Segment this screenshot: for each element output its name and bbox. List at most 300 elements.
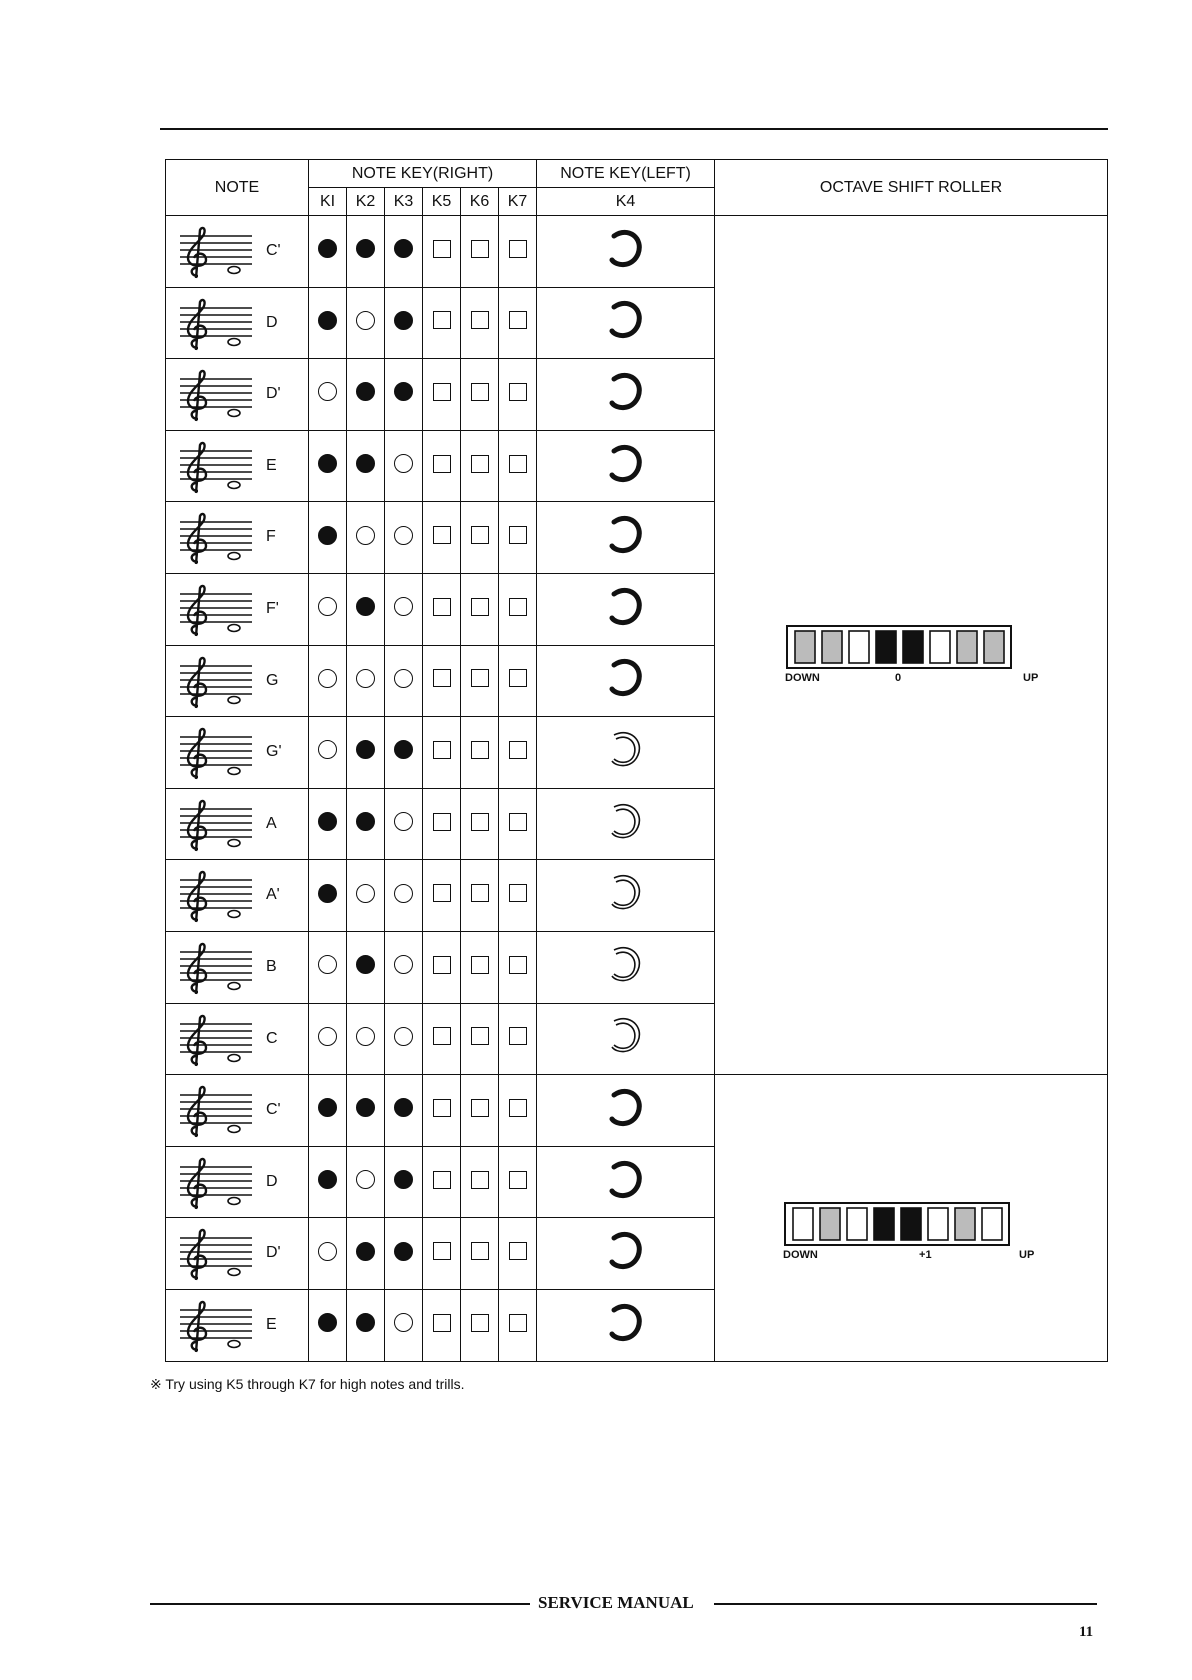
key-k1-cell bbox=[309, 645, 347, 717]
treble-staff-icon bbox=[176, 1228, 256, 1283]
key-k3-cell bbox=[385, 573, 423, 645]
key-k6-cell bbox=[461, 931, 499, 1003]
optional-key-icon bbox=[471, 1314, 489, 1332]
key-k2-cell bbox=[347, 359, 385, 431]
note-name: F' bbox=[266, 599, 279, 617]
key-k6-cell bbox=[461, 1075, 499, 1147]
octave-roller bbox=[783, 1201, 1043, 1271]
optional-key-icon bbox=[509, 669, 527, 687]
optional-key-icon bbox=[433, 1027, 451, 1045]
key-open-icon bbox=[394, 669, 413, 688]
note-cell bbox=[166, 359, 309, 431]
key-k4-open-icon bbox=[604, 797, 648, 847]
optional-key-icon bbox=[471, 526, 489, 544]
note-cell bbox=[166, 1218, 309, 1290]
note-name: D bbox=[266, 313, 278, 331]
optional-key-icon bbox=[509, 383, 527, 401]
octave-roller-icon bbox=[783, 1201, 1013, 1247]
optional-key-icon bbox=[471, 598, 489, 616]
key-k4-cell bbox=[537, 717, 715, 789]
key-pressed-icon bbox=[356, 812, 375, 831]
fingering-row bbox=[166, 1075, 1108, 1147]
note-key-right-header: NOTE KEY(RIGHT) bbox=[309, 160, 537, 188]
note-name: E bbox=[266, 1315, 277, 1333]
key-k7-cell bbox=[499, 430, 537, 502]
optional-key-icon bbox=[433, 1314, 451, 1332]
key-k4-pressed-icon bbox=[604, 224, 648, 274]
optional-key-icon bbox=[433, 884, 451, 902]
key-k4-cell bbox=[537, 931, 715, 1003]
key-k4-header: K4 bbox=[537, 188, 715, 216]
optional-key-icon bbox=[471, 741, 489, 759]
key-pressed-icon bbox=[318, 311, 337, 330]
key-k4-cell bbox=[537, 502, 715, 574]
note-cell bbox=[166, 788, 309, 860]
key-k2-cell bbox=[347, 860, 385, 932]
key-k3-cell bbox=[385, 931, 423, 1003]
treble-staff-icon bbox=[176, 1300, 256, 1355]
key-open-icon bbox=[394, 884, 413, 903]
key-open-icon bbox=[356, 1027, 375, 1046]
key-k2-cell bbox=[347, 1218, 385, 1290]
key-k4-cell bbox=[537, 573, 715, 645]
key-k5-cell bbox=[423, 430, 461, 502]
key-pressed-icon bbox=[356, 454, 375, 473]
key-k2-cell bbox=[347, 788, 385, 860]
key-k4-cell bbox=[537, 645, 715, 717]
key-k5-cell bbox=[423, 717, 461, 789]
footer-rule-right bbox=[714, 1603, 1097, 1605]
key-open-icon bbox=[356, 526, 375, 545]
key-k1-cell bbox=[309, 860, 347, 932]
note-name: G' bbox=[266, 743, 282, 761]
key-k7-cell bbox=[499, 502, 537, 574]
key-k7-cell bbox=[499, 287, 537, 359]
note-name: E bbox=[266, 456, 277, 474]
key-open-icon bbox=[394, 454, 413, 473]
key-k4-open-icon bbox=[604, 1011, 648, 1061]
key-pressed-icon bbox=[318, 812, 337, 831]
note-cell bbox=[166, 287, 309, 359]
key-k2-cell bbox=[347, 430, 385, 502]
key-k3-cell bbox=[385, 287, 423, 359]
optional-key-icon bbox=[509, 1027, 527, 1045]
treble-staff-icon bbox=[176, 799, 256, 854]
key-k5-cell bbox=[423, 1218, 461, 1290]
key-k1-cell bbox=[309, 216, 347, 288]
key-pressed-icon bbox=[394, 382, 413, 401]
key-k6-header: K6 bbox=[461, 188, 499, 216]
key-k2-cell bbox=[347, 1289, 385, 1361]
key-open-icon bbox=[318, 955, 337, 974]
note-name: A bbox=[266, 814, 277, 832]
treble-staff-icon bbox=[176, 584, 256, 639]
treble-staff-icon bbox=[176, 656, 256, 711]
optional-key-icon bbox=[433, 383, 451, 401]
key-k2-cell bbox=[347, 1146, 385, 1218]
fingering-chart bbox=[165, 159, 1108, 1362]
optional-key-icon bbox=[471, 1171, 489, 1189]
optional-key-icon bbox=[471, 884, 489, 902]
key-k2-cell bbox=[347, 216, 385, 288]
octave-shift-header: OCTAVE SHIFT ROLLER bbox=[715, 160, 1108, 216]
top-rule bbox=[160, 128, 1108, 130]
key-k2-cell bbox=[347, 573, 385, 645]
note-header: NOTE bbox=[166, 160, 309, 216]
treble-staff-icon bbox=[176, 942, 256, 997]
treble-staff-icon bbox=[176, 512, 256, 567]
treble-staff-icon bbox=[176, 369, 256, 424]
note-name: G bbox=[266, 671, 279, 689]
optional-key-icon bbox=[509, 240, 527, 258]
key-open-icon bbox=[394, 812, 413, 831]
key-open-icon bbox=[318, 382, 337, 401]
key-open-icon bbox=[394, 597, 413, 616]
key-pressed-icon bbox=[318, 1098, 337, 1117]
key-k6-cell bbox=[461, 1003, 499, 1075]
key-k4-pressed-icon bbox=[604, 1298, 648, 1348]
key-pressed-icon bbox=[394, 1098, 413, 1117]
optional-key-icon bbox=[509, 526, 527, 544]
key-k5-cell bbox=[423, 860, 461, 932]
key-pressed-icon bbox=[318, 1313, 337, 1332]
key-k7-cell bbox=[499, 860, 537, 932]
key-k1-cell bbox=[309, 573, 347, 645]
key-k7-header: K7 bbox=[499, 188, 537, 216]
key-k4-cell bbox=[537, 1075, 715, 1147]
note-name: C' bbox=[266, 242, 281, 259]
key-k6-cell bbox=[461, 1289, 499, 1361]
key-pressed-icon bbox=[394, 1242, 413, 1261]
note-cell bbox=[166, 573, 309, 645]
key-pressed-icon bbox=[318, 239, 337, 258]
key-k3-cell bbox=[385, 1003, 423, 1075]
treble-staff-icon bbox=[176, 727, 256, 782]
optional-key-icon bbox=[433, 1242, 451, 1260]
note-name: F bbox=[266, 528, 276, 546]
page-number: 11 bbox=[1079, 1624, 1094, 1640]
roller-down-label: DOWN bbox=[785, 672, 820, 684]
fingering-row bbox=[166, 216, 1108, 288]
key-k4-pressed-icon bbox=[604, 439, 648, 489]
optional-key-icon bbox=[509, 311, 527, 329]
key-k3-cell bbox=[385, 717, 423, 789]
note-cell bbox=[166, 430, 309, 502]
note-cell bbox=[166, 645, 309, 717]
key-open-icon bbox=[356, 311, 375, 330]
key-pressed-icon bbox=[356, 1313, 375, 1332]
key-k6-cell bbox=[461, 216, 499, 288]
key-open-icon bbox=[318, 669, 337, 688]
key-k1-cell bbox=[309, 717, 347, 789]
note-name: D bbox=[266, 1172, 278, 1190]
optional-key-icon bbox=[433, 1099, 451, 1117]
treble-staff-icon bbox=[176, 1014, 256, 1069]
key-k1-cell bbox=[309, 1289, 347, 1361]
key-pressed-icon bbox=[356, 740, 375, 759]
note-cell bbox=[166, 717, 309, 789]
treble-staff-icon bbox=[176, 870, 256, 925]
key-k3-cell bbox=[385, 1289, 423, 1361]
key-k4-pressed-icon bbox=[604, 582, 648, 632]
optional-key-icon bbox=[509, 884, 527, 902]
key-k7-cell bbox=[499, 717, 537, 789]
roller-up-label: UP bbox=[1023, 672, 1039, 684]
key-open-icon bbox=[394, 955, 413, 974]
key-k6-cell bbox=[461, 645, 499, 717]
key-k4-cell bbox=[537, 1003, 715, 1075]
key-k3-cell bbox=[385, 1146, 423, 1218]
treble-staff-icon bbox=[176, 1157, 256, 1212]
note-name: B bbox=[266, 957, 277, 975]
key-k5-cell bbox=[423, 1289, 461, 1361]
key-k3-cell bbox=[385, 430, 423, 502]
key-k1-header: KI bbox=[309, 188, 347, 216]
key-pressed-icon bbox=[318, 454, 337, 473]
key-k1-cell bbox=[309, 788, 347, 860]
key-k4-cell bbox=[537, 1146, 715, 1218]
key-k4-cell bbox=[537, 287, 715, 359]
key-open-icon bbox=[318, 1027, 337, 1046]
key-open-icon bbox=[394, 1313, 413, 1332]
key-k5-cell bbox=[423, 359, 461, 431]
key-open-icon bbox=[318, 597, 337, 616]
key-k4-open-icon bbox=[604, 868, 648, 918]
key-k4-pressed-icon bbox=[604, 1155, 648, 1205]
key-pressed-icon bbox=[394, 311, 413, 330]
octave-roller bbox=[785, 624, 1045, 694]
key-k4-pressed-icon bbox=[604, 1226, 648, 1276]
key-k4-pressed-icon bbox=[604, 295, 648, 345]
note-name: C' bbox=[266, 1101, 281, 1119]
key-k5-header: K5 bbox=[423, 188, 461, 216]
octave-shift-cell bbox=[715, 1075, 1108, 1361]
key-k5-cell bbox=[423, 1003, 461, 1075]
optional-key-icon bbox=[433, 669, 451, 687]
key-k1-cell bbox=[309, 1003, 347, 1075]
roller-position-label: +1 bbox=[919, 1249, 932, 1262]
optional-key-icon bbox=[509, 956, 527, 974]
optional-key-icon bbox=[433, 956, 451, 974]
optional-key-icon bbox=[471, 240, 489, 258]
key-k3-cell bbox=[385, 645, 423, 717]
roller-up-label: UP bbox=[1019, 1249, 1035, 1262]
note-cell bbox=[166, 860, 309, 932]
note-cell bbox=[166, 216, 309, 288]
note-cell bbox=[166, 1289, 309, 1361]
key-pressed-icon bbox=[356, 597, 375, 616]
roller-position-label: 0 bbox=[895, 672, 902, 684]
key-k3-cell bbox=[385, 1218, 423, 1290]
key-k5-cell bbox=[423, 645, 461, 717]
key-k6-cell bbox=[461, 502, 499, 574]
optional-key-icon bbox=[433, 455, 451, 473]
key-pressed-icon bbox=[318, 884, 337, 903]
key-k6-cell bbox=[461, 717, 499, 789]
key-k5-cell bbox=[423, 287, 461, 359]
key-pressed-icon bbox=[356, 382, 375, 401]
key-k5-cell bbox=[423, 788, 461, 860]
key-k5-cell bbox=[423, 1146, 461, 1218]
footer-rule-left bbox=[150, 1603, 530, 1605]
optional-key-icon bbox=[471, 1242, 489, 1260]
key-k4-cell bbox=[537, 359, 715, 431]
key-k4-cell bbox=[537, 788, 715, 860]
key-pressed-icon bbox=[318, 526, 337, 545]
optional-key-icon bbox=[433, 526, 451, 544]
key-k2-cell bbox=[347, 502, 385, 574]
octave-shift-cell bbox=[715, 216, 1108, 1075]
key-open-icon bbox=[318, 1242, 337, 1261]
note-cell bbox=[166, 1146, 309, 1218]
note-name: A' bbox=[266, 886, 280, 904]
key-k1-cell bbox=[309, 1075, 347, 1147]
key-k7-cell bbox=[499, 1289, 537, 1361]
key-k1-cell bbox=[309, 502, 347, 574]
key-k4-pressed-icon bbox=[604, 653, 648, 703]
key-k7-cell bbox=[499, 931, 537, 1003]
key-k7-cell bbox=[499, 645, 537, 717]
key-pressed-icon bbox=[394, 239, 413, 258]
key-k4-cell bbox=[537, 1289, 715, 1361]
optional-key-icon bbox=[471, 1099, 489, 1117]
key-k5-cell bbox=[423, 931, 461, 1003]
key-k6-cell bbox=[461, 359, 499, 431]
key-pressed-icon bbox=[356, 239, 375, 258]
key-k5-cell bbox=[423, 216, 461, 288]
key-open-icon bbox=[356, 669, 375, 688]
key-k1-cell bbox=[309, 359, 347, 431]
key-k4-open-icon bbox=[604, 940, 648, 990]
optional-key-icon bbox=[509, 1242, 527, 1260]
roller-down-label: DOWN bbox=[783, 1249, 818, 1262]
key-k4-pressed-icon bbox=[604, 1083, 648, 1133]
optional-key-icon bbox=[509, 1314, 527, 1332]
key-k4-cell bbox=[537, 216, 715, 288]
note-cell bbox=[166, 1075, 309, 1147]
key-k6-cell bbox=[461, 573, 499, 645]
optional-key-icon bbox=[509, 598, 527, 616]
key-k6-cell bbox=[461, 860, 499, 932]
key-k3-cell bbox=[385, 860, 423, 932]
key-k6-cell bbox=[461, 1146, 499, 1218]
optional-key-icon bbox=[471, 1027, 489, 1045]
key-pressed-icon bbox=[318, 1170, 337, 1189]
note-cell bbox=[166, 931, 309, 1003]
note-name: D' bbox=[266, 385, 281, 403]
key-k2-cell bbox=[347, 645, 385, 717]
key-k7-cell bbox=[499, 1146, 537, 1218]
key-open-icon bbox=[394, 1027, 413, 1046]
optional-key-icon bbox=[471, 311, 489, 329]
key-k4-open-icon bbox=[604, 725, 648, 775]
key-k7-cell bbox=[499, 573, 537, 645]
key-k1-cell bbox=[309, 1218, 347, 1290]
key-pressed-icon bbox=[356, 1242, 375, 1261]
key-k4-cell bbox=[537, 1218, 715, 1290]
key-k3-cell bbox=[385, 359, 423, 431]
key-k2-cell bbox=[347, 931, 385, 1003]
key-k3-cell bbox=[385, 502, 423, 574]
key-k1-cell bbox=[309, 430, 347, 502]
key-k4-cell bbox=[537, 430, 715, 502]
optional-key-icon bbox=[509, 455, 527, 473]
optional-key-icon bbox=[433, 598, 451, 616]
optional-key-icon bbox=[471, 383, 489, 401]
optional-key-icon bbox=[471, 669, 489, 687]
key-k6-cell bbox=[461, 430, 499, 502]
optional-key-icon bbox=[471, 813, 489, 831]
note-name: C bbox=[266, 1029, 278, 1047]
key-pressed-icon bbox=[394, 1170, 413, 1189]
key-pressed-icon bbox=[356, 1098, 375, 1117]
key-k2-header: K2 bbox=[347, 188, 385, 216]
note-name: D' bbox=[266, 1244, 281, 1262]
key-k2-cell bbox=[347, 287, 385, 359]
key-open-icon bbox=[394, 526, 413, 545]
key-k2-cell bbox=[347, 1003, 385, 1075]
optional-key-icon bbox=[509, 813, 527, 831]
key-k6-cell bbox=[461, 788, 499, 860]
key-k7-cell bbox=[499, 1075, 537, 1147]
key-k2-cell bbox=[347, 1075, 385, 1147]
key-k7-cell bbox=[499, 216, 537, 288]
key-pressed-icon bbox=[356, 955, 375, 974]
optional-key-icon bbox=[471, 956, 489, 974]
key-open-icon bbox=[356, 1170, 375, 1189]
key-k5-cell bbox=[423, 1075, 461, 1147]
key-k2-cell bbox=[347, 717, 385, 789]
treble-staff-icon bbox=[176, 441, 256, 496]
treble-staff-icon bbox=[176, 298, 256, 353]
key-k5-cell bbox=[423, 502, 461, 574]
optional-key-icon bbox=[433, 311, 451, 329]
note-cell bbox=[166, 1003, 309, 1075]
key-k1-cell bbox=[309, 287, 347, 359]
key-k5-cell bbox=[423, 573, 461, 645]
key-open-icon bbox=[318, 740, 337, 759]
optional-key-icon bbox=[433, 741, 451, 759]
key-k7-cell bbox=[499, 788, 537, 860]
footnote: ※ Try using K5 through K7 for high notes and trills. bbox=[150, 1376, 465, 1392]
optional-key-icon bbox=[509, 1099, 527, 1117]
footer-title: SERVICE MANUAL bbox=[538, 1593, 694, 1612]
optional-key-icon bbox=[471, 455, 489, 473]
key-pressed-icon bbox=[394, 740, 413, 759]
key-k1-cell bbox=[309, 931, 347, 1003]
optional-key-icon bbox=[433, 240, 451, 258]
key-k3-cell bbox=[385, 1075, 423, 1147]
key-k6-cell bbox=[461, 287, 499, 359]
key-k4-pressed-icon bbox=[604, 367, 648, 417]
key-open-icon bbox=[356, 884, 375, 903]
key-k7-cell bbox=[499, 1003, 537, 1075]
key-k3-header: K3 bbox=[385, 188, 423, 216]
key-k4-cell bbox=[537, 860, 715, 932]
optional-key-icon bbox=[509, 1171, 527, 1189]
key-k1-cell bbox=[309, 1146, 347, 1218]
optional-key-icon bbox=[509, 741, 527, 759]
treble-staff-icon bbox=[176, 226, 256, 281]
note-key-left-header: NOTE KEY(LEFT) bbox=[537, 160, 715, 188]
key-k3-cell bbox=[385, 216, 423, 288]
octave-roller-icon bbox=[785, 624, 1015, 670]
key-k7-cell bbox=[499, 359, 537, 431]
optional-key-icon bbox=[433, 1171, 451, 1189]
key-k3-cell bbox=[385, 788, 423, 860]
key-k7-cell bbox=[499, 1218, 537, 1290]
note-cell bbox=[166, 502, 309, 574]
